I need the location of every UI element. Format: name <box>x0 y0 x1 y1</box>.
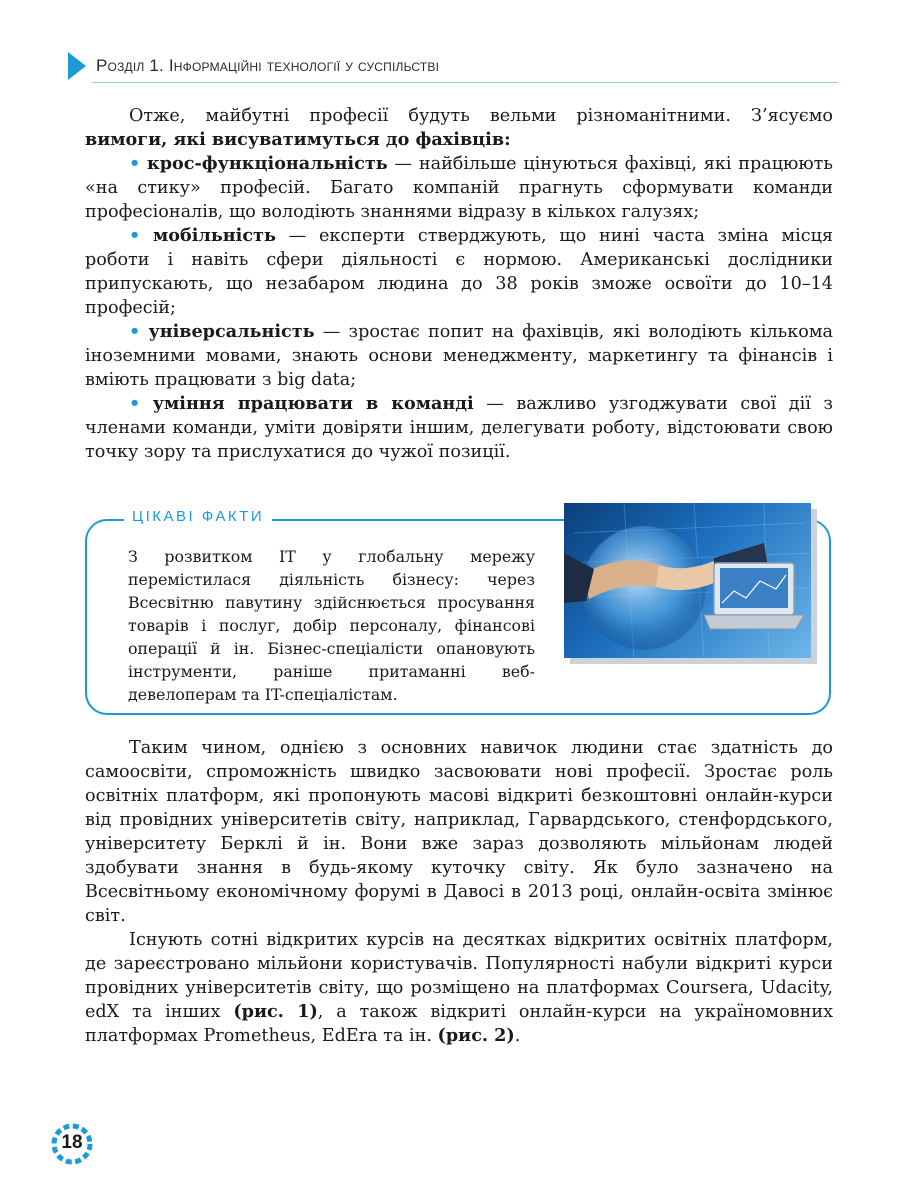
requirement-term: мобільність <box>153 225 276 246</box>
intro-end: : <box>504 129 511 150</box>
facts-text: З розвитком IT у глобальну мережу перемістилася діяльність бізнесу: через Всесвітню павутину здійснюється просування товарів і послуг, добір персоналу, фінансові операції й ін. Бізнес-спеціалісти опановують інструменти, раніше притаманні веб-девелоперам та IT-спеціалістам. <box>128 547 535 704</box>
requirement-term: універсальність <box>148 321 315 342</box>
requirement-text: — найбільше цінуються фахівці, які працюють «на стику» професій. Багато компаній прагнуть сформувати команди професіоналів, що володіють знаннями відразу в кількох галузях; <box>85 154 833 222</box>
paragraph-text: , а також відкриті онлайн-курси на україномовних платформах Prometheus, EdEra та ін. <box>85 1002 833 1046</box>
figure-ref: (рис. 1) <box>233 1001 318 1022</box>
requirement-text: — важливо узгоджувати свої дії з членами команди, уміти довіряти іншим, делегувати роботу, відстоювати свою точку зору та прислухатися до чужої позиції. <box>85 394 834 462</box>
intro-paragraph <box>85 104 833 152</box>
intro-bold: вимоги, які висуватимуться до фахівців <box>85 129 505 150</box>
header-divider <box>92 82 838 83</box>
requirements-section <box>85 104 833 464</box>
page-header <box>68 50 838 84</box>
bullet-icon: • <box>129 153 141 174</box>
bullet-icon: • <box>129 225 141 246</box>
facts-title: ЦІКАВІ ФАКТИ <box>124 508 272 525</box>
list-item <box>85 392 833 464</box>
requirement-text: — зростає попит на фахівців, які володіють кількома іноземними мовами, знають основи менеджменту, маркетингу та фінансів і вміють працювати з big data; <box>85 322 834 390</box>
bullet-icon: • <box>129 393 141 414</box>
paragraph-text: . <box>514 1026 521 1046</box>
requirement-term: уміння працювати в команді <box>152 393 474 414</box>
main-text-section <box>85 736 833 1048</box>
page-number: 18 <box>61 1132 83 1153</box>
list-item <box>85 152 833 224</box>
paragraph-text: Існують сотні відкритих курсів на десятках відкритих освітніх платформ, де зареєстровано мільйони користувачів. Популярності набули відкриті курси провідних університетів світу, що розміщено на платформах Coursera, Udacity, edX та інших <box>85 930 833 1022</box>
paragraph <box>85 928 833 1048</box>
bullet-icon: • <box>129 321 141 342</box>
chapter-title: Розділ 1. Інформаційні технології у суспільстві <box>96 56 440 75</box>
figure-ref: (рис. 2) <box>437 1025 515 1046</box>
intro-text: Отже, майбутні професії будуть вельми різноманітними. З’ясуємо <box>129 106 833 126</box>
header-arrow-icon <box>68 52 86 80</box>
requirement-text: — експерти стверджують, що нині часта зміна місця роботи і навіть сфери діяльності є нормою. Американські дослідники припускають, що незабаром людина до 38 років зможе освоїти до 10–14 професій; <box>85 226 833 318</box>
handshake-laptop-photo <box>564 503 811 658</box>
list-item <box>85 320 833 392</box>
handshake-illustration <box>564 503 811 658</box>
list-item <box>85 224 833 320</box>
requirement-term: крос-функціональність <box>147 153 388 174</box>
paragraph: Таким чином, однією з основних навичок людини стає здатність до самоосвіти, спроможність швидко засвоювати нові професії. Зростає роль освітніх платформ, які пропонують масові відкриті безкоштовні онлайн-курси від провідних університетів світу, наприклад, Гарвардського, стенфордського, університету Берклі й ін. Вони вже зараз дозволяють мільйонам людей здобувати знання в будь-якому куточку світу. Як було зазначено на Всесвітньому економічному форумі в Давосі в 2013 році, онлайн-освіта змінює світ. <box>85 738 833 926</box>
